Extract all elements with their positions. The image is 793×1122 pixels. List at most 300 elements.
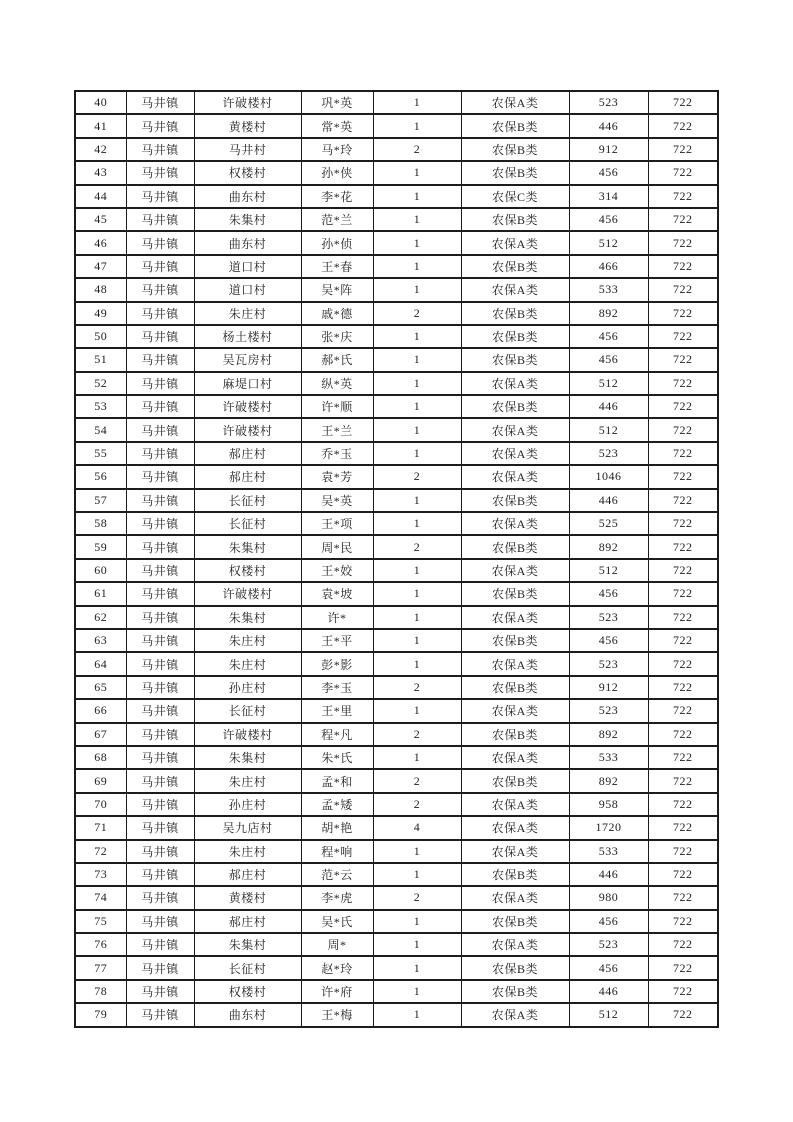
- cell-name: 许*顺: [301, 395, 373, 418]
- cell-amount: 456: [569, 582, 648, 605]
- cell-count: 2: [373, 535, 461, 558]
- cell-fixed: 722: [648, 910, 718, 933]
- table-row: [75, 255, 718, 278]
- cell-village: 许破楼村: [194, 723, 301, 746]
- cell-town: 马井镇: [126, 372, 194, 395]
- cell-serial: 50: [75, 325, 126, 348]
- cell-category: 农保A类: [461, 442, 569, 465]
- cell-name: 范*兰: [301, 208, 373, 231]
- cell-serial: 56: [75, 465, 126, 488]
- table-row: [75, 231, 718, 254]
- cell-count: 1: [373, 278, 461, 301]
- cell-village: 道口村: [194, 278, 301, 301]
- cell-town: 马井镇: [126, 746, 194, 769]
- cell-name: 王*春: [301, 255, 373, 278]
- cell-fixed: 722: [648, 606, 718, 629]
- cell-category: 农保A类: [461, 699, 569, 722]
- cell-village: 权楼村: [194, 161, 301, 184]
- cell-serial: 64: [75, 652, 126, 675]
- cell-count: 2: [373, 723, 461, 746]
- cell-town: 马井镇: [126, 208, 194, 231]
- table-row: [75, 582, 718, 605]
- table-row: [75, 699, 718, 722]
- cell-amount: 1046: [569, 465, 648, 488]
- cell-count: 2: [373, 302, 461, 325]
- cell-amount: 446: [569, 980, 648, 1003]
- cell-name: 乔*玉: [301, 442, 373, 465]
- cell-fixed: 722: [648, 161, 718, 184]
- cell-name: 胡*艳: [301, 816, 373, 839]
- cell-amount: 523: [569, 652, 648, 675]
- cell-fixed: 722: [648, 489, 718, 512]
- cell-amount: 512: [569, 1003, 648, 1026]
- cell-town: 马井镇: [126, 512, 194, 535]
- cell-count: 2: [373, 465, 461, 488]
- cell-fixed: 722: [648, 302, 718, 325]
- table-row: [75, 793, 718, 816]
- cell-count: 1: [373, 255, 461, 278]
- cell-category: 农保B类: [461, 956, 569, 979]
- cell-name: 戚*德: [301, 302, 373, 325]
- cell-village: 权楼村: [194, 980, 301, 1003]
- cell-amount: 980: [569, 886, 648, 909]
- cell-amount: 512: [569, 231, 648, 254]
- table-row: [75, 161, 718, 184]
- cell-count: 1: [373, 699, 461, 722]
- cell-amount: 446: [569, 863, 648, 886]
- cell-amount: 456: [569, 629, 648, 652]
- cell-count: 1: [373, 442, 461, 465]
- cell-village: 曲东村: [194, 1003, 301, 1026]
- records-table-container: [74, 90, 717, 1028]
- cell-village: 吴九店村: [194, 816, 301, 839]
- cell-village: 道口村: [194, 255, 301, 278]
- cell-category: 农保B类: [461, 629, 569, 652]
- cell-category: 农保A类: [461, 793, 569, 816]
- cell-name: 王*姣: [301, 559, 373, 582]
- cell-serial: 63: [75, 629, 126, 652]
- table-row: [75, 910, 718, 933]
- cell-amount: 523: [569, 933, 648, 956]
- cell-town: 马井镇: [126, 886, 194, 909]
- cell-name: 王*项: [301, 512, 373, 535]
- cell-fixed: 722: [648, 325, 718, 348]
- cell-name: 彭*影: [301, 652, 373, 675]
- cell-village: 朱集村: [194, 606, 301, 629]
- cell-serial: 59: [75, 535, 126, 558]
- cell-count: 1: [373, 91, 461, 114]
- cell-serial: 62: [75, 606, 126, 629]
- cell-count: 1: [373, 372, 461, 395]
- cell-town: 马井镇: [126, 395, 194, 418]
- cell-name: 王*里: [301, 699, 373, 722]
- cell-fixed: 722: [648, 348, 718, 371]
- table-row: [75, 746, 718, 769]
- cell-amount: 446: [569, 114, 648, 137]
- cell-fixed: 722: [648, 442, 718, 465]
- cell-amount: 892: [569, 769, 648, 792]
- cell-village: 朱集村: [194, 933, 301, 956]
- cell-amount: 1720: [569, 816, 648, 839]
- cell-category: 农保A类: [461, 465, 569, 488]
- cell-town: 马井镇: [126, 302, 194, 325]
- cell-name: 李*虎: [301, 886, 373, 909]
- cell-town: 马井镇: [126, 723, 194, 746]
- cell-town: 马井镇: [126, 255, 194, 278]
- cell-town: 马井镇: [126, 535, 194, 558]
- cell-count: 4: [373, 816, 461, 839]
- cell-category: 农保B类: [461, 769, 569, 792]
- cell-town: 马井镇: [126, 652, 194, 675]
- table-row: [75, 512, 718, 535]
- cell-town: 马井镇: [126, 793, 194, 816]
- cell-name: 张*庆: [301, 325, 373, 348]
- table-row: [75, 723, 718, 746]
- table-row: [75, 840, 718, 863]
- table-row: [75, 114, 718, 137]
- table-row: [75, 863, 718, 886]
- cell-category: 农保A类: [461, 606, 569, 629]
- cell-count: 2: [373, 769, 461, 792]
- cell-category: 农保A类: [461, 933, 569, 956]
- cell-serial: 69: [75, 769, 126, 792]
- table-row: [75, 559, 718, 582]
- cell-serial: 48: [75, 278, 126, 301]
- cell-category: 农保B类: [461, 723, 569, 746]
- cell-fixed: 722: [648, 840, 718, 863]
- cell-serial: 54: [75, 418, 126, 441]
- cell-town: 马井镇: [126, 956, 194, 979]
- cell-town: 马井镇: [126, 910, 194, 933]
- cell-amount: 523: [569, 699, 648, 722]
- cell-village: 郝庄村: [194, 863, 301, 886]
- table-row: [75, 91, 718, 114]
- cell-fixed: 722: [648, 816, 718, 839]
- cell-amount: 892: [569, 723, 648, 746]
- cell-fixed: 722: [648, 535, 718, 558]
- cell-category: 农保B类: [461, 676, 569, 699]
- cell-village: 郝庄村: [194, 910, 301, 933]
- cell-amount: 892: [569, 535, 648, 558]
- cell-category: 农保B类: [461, 208, 569, 231]
- cell-fixed: 722: [648, 1003, 718, 1026]
- cell-name: 常*英: [301, 114, 373, 137]
- table-row: [75, 185, 718, 208]
- cell-serial: 79: [75, 1003, 126, 1026]
- cell-village: 朱集村: [194, 208, 301, 231]
- cell-village: 黄楼村: [194, 886, 301, 909]
- cell-town: 马井镇: [126, 676, 194, 699]
- cell-fixed: 722: [648, 886, 718, 909]
- cell-fixed: 722: [648, 676, 718, 699]
- cell-town: 马井镇: [126, 489, 194, 512]
- cell-count: 1: [373, 418, 461, 441]
- cell-town: 马井镇: [126, 442, 194, 465]
- cell-name: 吴*氏: [301, 910, 373, 933]
- cell-name: 许*: [301, 606, 373, 629]
- cell-category: 农保B类: [461, 161, 569, 184]
- cell-village: 长征村: [194, 489, 301, 512]
- cell-name: 周*: [301, 933, 373, 956]
- table-row: [75, 980, 718, 1003]
- cell-town: 马井镇: [126, 161, 194, 184]
- cell-category: 农保B类: [461, 302, 569, 325]
- cell-amount: 512: [569, 372, 648, 395]
- cell-name: 孟*矮: [301, 793, 373, 816]
- cell-serial: 76: [75, 933, 126, 956]
- cell-amount: 892: [569, 302, 648, 325]
- cell-count: 1: [373, 512, 461, 535]
- cell-name: 吴*阵: [301, 278, 373, 301]
- cell-fixed: 722: [648, 255, 718, 278]
- cell-town: 马井镇: [126, 699, 194, 722]
- cell-count: 1: [373, 910, 461, 933]
- cell-category: 农保B类: [461, 582, 569, 605]
- cell-category: 农保A类: [461, 1003, 569, 1026]
- cell-category: 农保B类: [461, 138, 569, 161]
- cell-serial: 55: [75, 442, 126, 465]
- cell-village: 曲东村: [194, 185, 301, 208]
- cell-count: 1: [373, 348, 461, 371]
- cell-village: 许破楼村: [194, 395, 301, 418]
- cell-category: 农保B类: [461, 395, 569, 418]
- cell-village: 郝庄村: [194, 442, 301, 465]
- cell-name: 郝*氏: [301, 348, 373, 371]
- cell-name: 王*兰: [301, 418, 373, 441]
- cell-name: 孟*和: [301, 769, 373, 792]
- cell-town: 马井镇: [126, 348, 194, 371]
- cell-town: 马井镇: [126, 606, 194, 629]
- cell-village: 黄楼村: [194, 114, 301, 137]
- cell-serial: 53: [75, 395, 126, 418]
- cell-fixed: 722: [648, 793, 718, 816]
- cell-serial: 72: [75, 840, 126, 863]
- cell-category: 农保A类: [461, 886, 569, 909]
- cell-name: 孙*侦: [301, 231, 373, 254]
- cell-town: 马井镇: [126, 91, 194, 114]
- cell-village: 朱庄村: [194, 302, 301, 325]
- cell-count: 2: [373, 793, 461, 816]
- cell-town: 马井镇: [126, 933, 194, 956]
- cell-name: 朱*氏: [301, 746, 373, 769]
- cell-category: 农保B类: [461, 863, 569, 886]
- table-body: [75, 91, 718, 1027]
- cell-category: 农保A类: [461, 559, 569, 582]
- table-row: [75, 208, 718, 231]
- cell-serial: 66: [75, 699, 126, 722]
- cell-village: 长征村: [194, 512, 301, 535]
- table-row: [75, 465, 718, 488]
- cell-name: 李*玉: [301, 676, 373, 699]
- table-row: [75, 956, 718, 979]
- cell-count: 1: [373, 185, 461, 208]
- cell-name: 吴*英: [301, 489, 373, 512]
- cell-fixed: 722: [648, 278, 718, 301]
- table-row: [75, 418, 718, 441]
- cell-village: 朱集村: [194, 535, 301, 558]
- cell-count: 1: [373, 980, 461, 1003]
- cell-category: 农保C类: [461, 185, 569, 208]
- table-row: [75, 629, 718, 652]
- cell-count: 1: [373, 325, 461, 348]
- cell-fixed: 722: [648, 652, 718, 675]
- cell-serial: 49: [75, 302, 126, 325]
- cell-count: 1: [373, 956, 461, 979]
- cell-town: 马井镇: [126, 582, 194, 605]
- cell-fixed: 722: [648, 582, 718, 605]
- cell-serial: 67: [75, 723, 126, 746]
- cell-village: 马井村: [194, 138, 301, 161]
- cell-serial: 61: [75, 582, 126, 605]
- table-row: [75, 302, 718, 325]
- cell-amount: 533: [569, 840, 648, 863]
- cell-count: 1: [373, 559, 461, 582]
- table-row: [75, 535, 718, 558]
- cell-name: 程*凡: [301, 723, 373, 746]
- cell-town: 马井镇: [126, 816, 194, 839]
- cell-serial: 42: [75, 138, 126, 161]
- cell-amount: 523: [569, 606, 648, 629]
- cell-count: 1: [373, 582, 461, 605]
- cell-amount: 456: [569, 956, 648, 979]
- cell-village: 朱庄村: [194, 629, 301, 652]
- cell-category: 农保A类: [461, 746, 569, 769]
- cell-category: 农保B类: [461, 980, 569, 1003]
- cell-count: 1: [373, 629, 461, 652]
- cell-village: 麻堤口村: [194, 372, 301, 395]
- cell-amount: 456: [569, 208, 648, 231]
- cell-category: 农保A类: [461, 278, 569, 301]
- cell-fixed: 722: [648, 138, 718, 161]
- cell-town: 马井镇: [126, 840, 194, 863]
- cell-village: 长征村: [194, 956, 301, 979]
- cell-category: 农保B类: [461, 114, 569, 137]
- table-row: [75, 325, 718, 348]
- cell-serial: 71: [75, 816, 126, 839]
- cell-fixed: 722: [648, 769, 718, 792]
- cell-name: 李*花: [301, 185, 373, 208]
- cell-serial: 77: [75, 956, 126, 979]
- table-row: [75, 652, 718, 675]
- cell-category: 农保B类: [461, 348, 569, 371]
- cell-fixed: 722: [648, 723, 718, 746]
- cell-serial: 74: [75, 886, 126, 909]
- cell-fixed: 722: [648, 208, 718, 231]
- cell-count: 1: [373, 1003, 461, 1026]
- cell-serial: 44: [75, 185, 126, 208]
- cell-town: 马井镇: [126, 1003, 194, 1026]
- cell-count: 1: [373, 746, 461, 769]
- cell-serial: 47: [75, 255, 126, 278]
- cell-name: 马*玲: [301, 138, 373, 161]
- cell-town: 马井镇: [126, 185, 194, 208]
- cell-amount: 466: [569, 255, 648, 278]
- cell-serial: 78: [75, 980, 126, 1003]
- cell-amount: 912: [569, 138, 648, 161]
- cell-fixed: 722: [648, 559, 718, 582]
- cell-village: 吴瓦房村: [194, 348, 301, 371]
- cell-amount: 456: [569, 910, 648, 933]
- cell-category: 农保A类: [461, 418, 569, 441]
- cell-count: 1: [373, 489, 461, 512]
- cell-serial: 51: [75, 348, 126, 371]
- cell-fixed: 722: [648, 956, 718, 979]
- cell-count: 2: [373, 138, 461, 161]
- cell-fixed: 722: [648, 863, 718, 886]
- cell-category: 农保A类: [461, 816, 569, 839]
- table-row: [75, 1003, 718, 1026]
- table-row: [75, 606, 718, 629]
- cell-fixed: 722: [648, 699, 718, 722]
- cell-amount: 446: [569, 395, 648, 418]
- cell-category: 农保B类: [461, 325, 569, 348]
- cell-name: 周*民: [301, 535, 373, 558]
- cell-count: 1: [373, 231, 461, 254]
- cell-amount: 958: [569, 793, 648, 816]
- cell-town: 马井镇: [126, 418, 194, 441]
- table-row: [75, 769, 718, 792]
- cell-category: 农保B类: [461, 255, 569, 278]
- cell-serial: 40: [75, 91, 126, 114]
- table-row: [75, 278, 718, 301]
- cell-village: 权楼村: [194, 559, 301, 582]
- cell-count: 1: [373, 114, 461, 137]
- cell-village: 郝庄村: [194, 465, 301, 488]
- table-row: [75, 395, 718, 418]
- cell-fixed: 722: [648, 231, 718, 254]
- cell-serial: 43: [75, 161, 126, 184]
- cell-town: 马井镇: [126, 465, 194, 488]
- cell-category: 农保A类: [461, 840, 569, 863]
- table-row: [75, 676, 718, 699]
- cell-amount: 523: [569, 91, 648, 114]
- table-row: [75, 348, 718, 371]
- cell-category: 农保A类: [461, 652, 569, 675]
- cell-count: 1: [373, 208, 461, 231]
- cell-amount: 456: [569, 325, 648, 348]
- cell-village: 许破楼村: [194, 582, 301, 605]
- cell-count: 1: [373, 161, 461, 184]
- cell-town: 马井镇: [126, 863, 194, 886]
- cell-serial: 70: [75, 793, 126, 816]
- cell-serial: 68: [75, 746, 126, 769]
- cell-town: 马井镇: [126, 629, 194, 652]
- cell-serial: 57: [75, 489, 126, 512]
- cell-category: 农保A类: [461, 372, 569, 395]
- table-row: [75, 138, 718, 161]
- table-row: [75, 816, 718, 839]
- cell-village: 许破楼村: [194, 91, 301, 114]
- cell-name: 王*梅: [301, 1003, 373, 1026]
- records-table: [74, 90, 719, 1028]
- cell-name: 巩*英: [301, 91, 373, 114]
- cell-fixed: 722: [648, 933, 718, 956]
- cell-count: 1: [373, 606, 461, 629]
- cell-category: 农保B类: [461, 910, 569, 933]
- cell-amount: 512: [569, 418, 648, 441]
- cell-town: 马井镇: [126, 114, 194, 137]
- cell-fixed: 722: [648, 465, 718, 488]
- cell-serial: 65: [75, 676, 126, 699]
- cell-village: 朱庄村: [194, 652, 301, 675]
- cell-category: 农保B类: [461, 489, 569, 512]
- cell-town: 马井镇: [126, 980, 194, 1003]
- cell-town: 马井镇: [126, 231, 194, 254]
- cell-category: 农保A类: [461, 91, 569, 114]
- table-row: [75, 489, 718, 512]
- cell-village: 孙庄村: [194, 676, 301, 699]
- cell-town: 马井镇: [126, 769, 194, 792]
